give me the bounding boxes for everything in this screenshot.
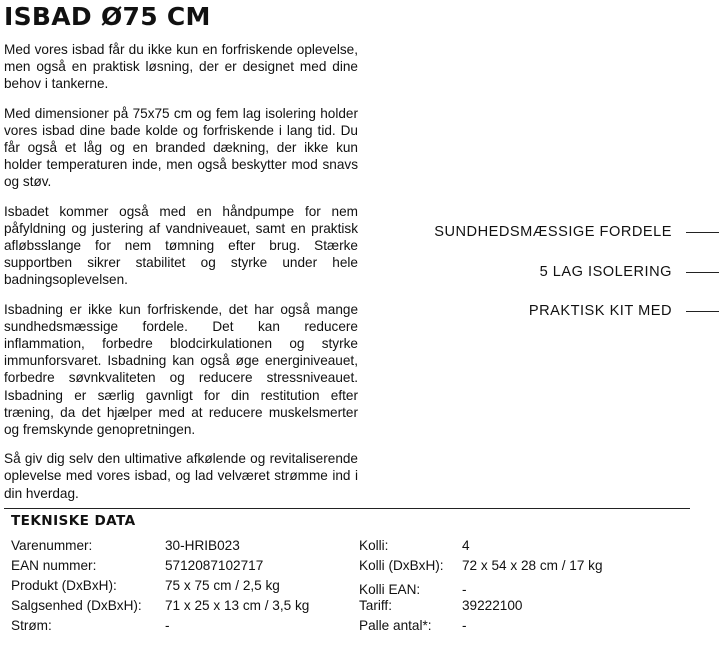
feature-label: 5 LAG ISOLERING [539,264,672,280]
tech-value: 4 [462,538,470,553]
tech-row [11,596,309,616]
tech-label: Kolli EAN: [359,582,421,597]
tech-value: 5712087102717 [165,558,264,573]
paragraph: Så giv dig selv den ultimative afkølende og revitaliserende oplevelse med vores isbad, og lad velværet strømme ind i din hverdag. [4,451,358,501]
paragraph: Isbadning er ikke kun forfriskende, det har også mange sundhedsmæssige fordele. Det kan reducere inflammation, forbedre blodcirkulationen og styrke immunforsvaret. Isbadning kan også øge energiniveauet, forbedre søvnkvaliteten og reducere stressniveauet. Isbadning er særlig gavnligt for din restitution efter træning, da det hjælper med at reducere muskelsmerter og fremskynde genopretningen. [4,301,358,438]
callout-line [686,272,719,273]
tech-label: Strøm: [11,618,52,633]
feature-label: PRAKTISK KIT MED [528,303,672,319]
description [4,41,358,514]
tech-value: 75 x 75 cm / 2,5 kg [165,578,280,593]
tech-row [359,616,603,636]
tech-table-right [359,536,603,636]
tech-value: 71 x 25 x 13 cm / 3,5 kg [165,598,310,613]
tech-row [359,576,603,596]
tech-label: Produkt (DxBxH): [11,578,117,593]
tech-row [359,596,603,616]
tech-row [359,556,603,576]
paragraph: Isbadet kommer også med en håndpumpe for nem påfyldning og justering af vandniveauet, samt en praktisk afløbsslange for nem tømning efter brug. Stærke supportben sikrer stabilitet og styrke under hele badningsoplevelsen. [4,203,358,288]
tech-value: - [165,618,170,633]
tech-value: 39222100 [462,598,523,613]
paragraph: Med dimensioner på 75x75 cm og fem lag isolering holder vores isbad dine bade kolde og forfriskende i lang tid. Du får også et låg og en branded dækning, der ikke kun holder temperaturen inde, men også beskytter mod snavs og støv. [4,105,358,190]
feature-callout [434,224,719,240]
tech-label: Salgsenhed (DxBxH): [11,598,142,613]
tech-row [11,556,309,576]
feature-callout [540,264,719,280]
tech-label: EAN nummer: [11,558,97,573]
callout-line [686,232,719,233]
tech-label: Varenummer: [11,538,93,553]
tech-table-left [11,536,309,636]
tech-row [11,576,309,596]
tech-label: Palle antal*: [359,618,432,633]
paragraph: Med vores isbad får du ikke kun en forfriskende oplevelse, men også en praktisk løsning, der er designet med dine behov i tankerne. [4,42,358,92]
tech-label: Kolli (DxBxH): [359,558,444,573]
tech-value: 30-HRIB023 [165,538,240,553]
tech-data-title: TEKNISKE DATA [11,513,136,529]
page-title: ISBAD Ø75 CM [4,2,211,31]
tech-row [11,536,309,556]
tech-row [11,616,309,636]
tech-value: - [462,618,467,633]
feature-callout [529,303,719,319]
callout-line [686,311,719,312]
tech-value: 72 x 54 x 28 cm / 17 kg [462,558,603,573]
section-divider [4,508,690,509]
tech-label: Kolli: [359,538,389,553]
tech-label: Tariff: [359,598,392,613]
tech-row [359,536,603,556]
tech-value: - [462,582,467,597]
feature-label: SUNDHEDSMÆSSIGE FORDELE [434,224,672,240]
